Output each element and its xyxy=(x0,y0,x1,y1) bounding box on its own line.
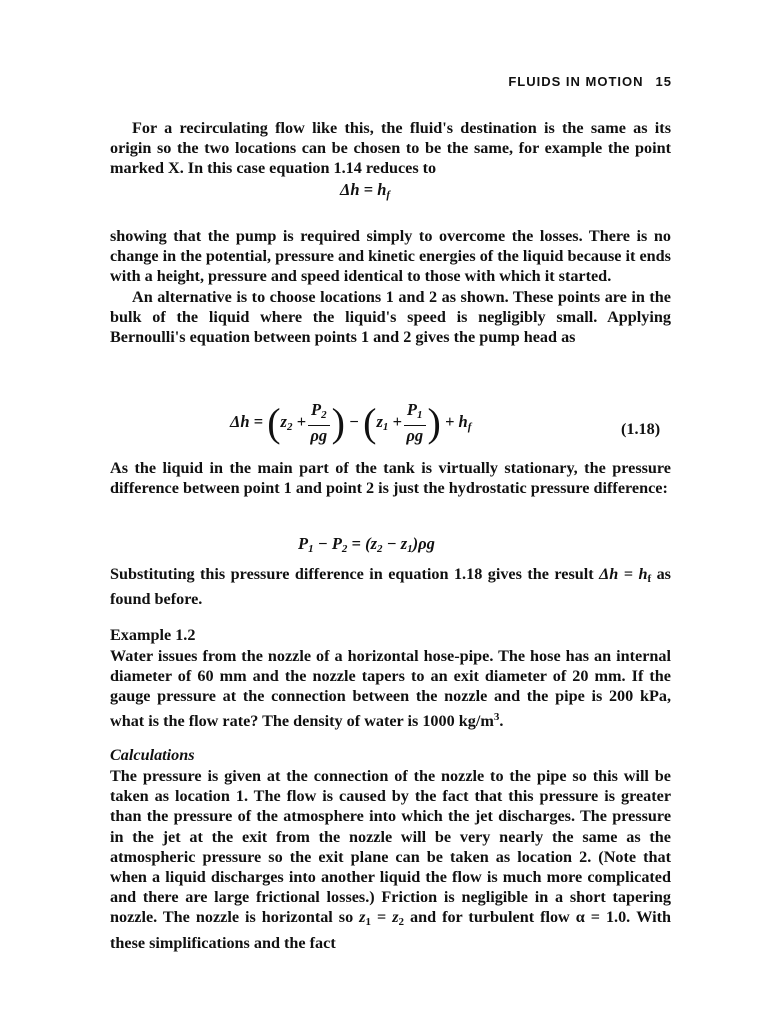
calculations-text: The pressure is given at the connection of the nozzle to the pipe so this will be taken as location 1. The flow is caused by the fact that this pressure is greater than the pressure of the atmosphere into which the jet discharges. The pressure in the jet at the exit from the nozzle will be very nearly the same as the atmospheric pressure so the exit plane can be taken as location 2. (Note that when a liquid discharges into another liquid the flow is much more complicated and there are large frictional losses.) Friction is negligible in a short tapering nozzle. The nozzle is horizontal so $z_1 = z_2$ and for turbulent flow α = 1.0. With these simplifications and the fact xyxy=(110,767,671,952)
equation-pressure: $P_1 - P_2 = (z_2 - z_1)\rho g$ xyxy=(298,534,435,555)
running-head xyxy=(508,74,672,89)
example-heading: Example 1.2 xyxy=(110,626,196,644)
equation-dh-hf: $\Delta h = h_f$ xyxy=(340,180,391,201)
paragraph-1: For a recirculating flow like this, the fluid's destination is the same as its origin so the two locations can be chosen to be the same, for example the point marked X. In this case equation 1.14 reduces to xyxy=(110,119,671,178)
page-number: 15 xyxy=(655,74,672,89)
paragraph-1-block xyxy=(110,118,671,179)
paragraph-3: An alternative is to choose locations 1 and 2 as shown. These points are in the bulk of the liquid where the liquid's speed is negligibly small. Applying Bernoulli's equation between points 1 and 2 gives the pump head as xyxy=(110,287,671,347)
running-title: FLUIDS IN MOTION xyxy=(508,74,644,89)
example-text: Water issues from the nozzle of a horizontal hose-pipe. The hose has an internal diameter of 60 mm and the nozzle tapers to an exit diameter of 20 mm. If the gauge pressure at the connection between the nozzle and the pipe is 200 kPa, what is the flow rate? The density of water is 1000 $kg/m^3$. xyxy=(110,647,671,730)
fraction-p1: $\frac{P_1}{\rho g}$ xyxy=(404,400,426,446)
calculations-heading: Calculations xyxy=(110,746,195,764)
paragraph-2-block xyxy=(110,226,671,347)
equation-number: (1.18) xyxy=(621,420,661,438)
paragraph-2: showing that the pump is required simply to overcome the losses. There is no change in the potential, pressure and kinetic energies of the liquid because it ends with a height, pressure and speed identical to those with which it started. xyxy=(110,227,671,286)
equation-1-18: $\Delta h = (z_2$ + $\frac{P_2}{\rho g}$ ) − ($z_1$ + $\frac{P_1}{\rho g}$ ) + $h_f$ xyxy=(230,400,472,445)
paragraph-4: As the liquid in the main part of the tank is virtually stationary, the pressure difference between point 1 and point 2 is just the hydrostatic pressure difference: xyxy=(110,459,671,498)
example-text-block xyxy=(110,646,671,731)
paragraph-5: Substituting this pressure difference in equation 1.18 gives the result $\Delta h = h_f$ as found before. xyxy=(110,565,671,609)
fraction-p2: $\frac{P_2}{\rho g}$ xyxy=(308,400,330,446)
paragraph-5-block xyxy=(110,564,671,609)
calculations-text-block xyxy=(110,766,671,953)
paragraph-4-block xyxy=(110,458,671,498)
